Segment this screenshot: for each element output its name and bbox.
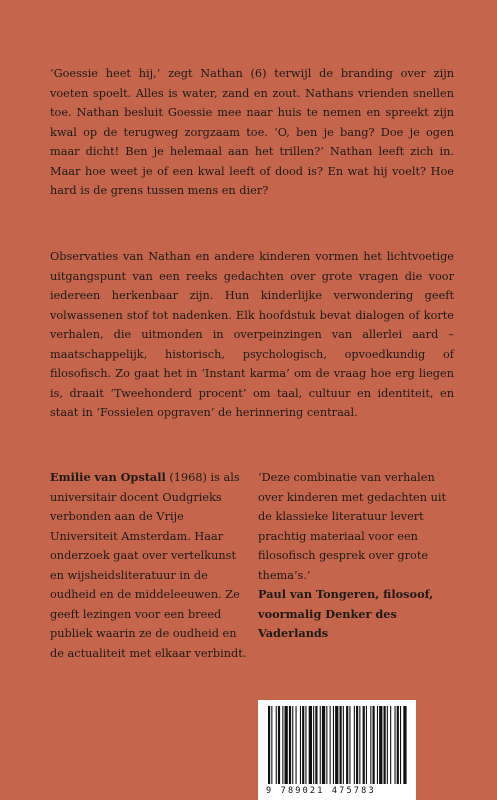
barcode-bar xyxy=(373,706,375,784)
barcode-bar xyxy=(320,706,321,784)
barcode-bar xyxy=(349,706,350,784)
barcode-bar xyxy=(285,706,288,784)
barcode-bar xyxy=(387,706,388,784)
barcode-bar xyxy=(268,706,270,784)
barcode-bar xyxy=(292,706,293,784)
isbn-barcode xyxy=(258,700,416,800)
barcode-bar xyxy=(271,706,272,784)
blurb-attribution: Paul van Tongeren, filosoof, voormalig Denker des Vaderlands xyxy=(258,587,434,640)
barcode-bar xyxy=(343,706,344,784)
barcode-bar xyxy=(302,706,304,784)
barcode-bar xyxy=(278,706,280,784)
intro-paragraph: ‘Goessie heet hij,’ zegt Nathan (6) terwijl de branding over zijn voeten spoelt. Alles is water, zand en zout. Nathans vrienden snellen toe. Nathan besluit Goessie mee naar huis te nemen en spreekt zijn kwal op de terugweg zorgzaam toe. ‘O, ben je bang? Doe je ogen maar dicht! Ben je helemaal aan het trillen?’ Nathan leeft zich in. Maar hoe weet je of een kwal leeft of dood is? En wat hij voelt? Hoe hard is de grens tussen mens en dier? xyxy=(50,67,454,197)
barcode-bar xyxy=(359,706,360,784)
blurb-text: ‘Deze combinatie van verhalen over kinderen met gedachten uit de klassieke literatuur levert prachtig materiaal voor een filosofisch gesprek over grote thema’s.’ xyxy=(258,471,446,582)
barcode-bar xyxy=(400,706,401,784)
barcode-bar xyxy=(335,706,338,784)
barcode-bar xyxy=(289,706,291,784)
author-name: Emilie van Opstall xyxy=(50,470,166,484)
barcode-bar xyxy=(322,706,325,784)
barcode-bars xyxy=(266,706,408,786)
barcode-bar xyxy=(390,706,391,784)
barcode-bar xyxy=(379,706,382,784)
barcode-bar xyxy=(276,706,277,784)
author-bio-text: (1968) is als universitair docent Oudgrieks verbonden aan de Vrije Universiteit Amsterdam. Haar onderzoek gaat over vertelkunst en wijsheidsliteratuur in de oudheid en de middeleeuwen. Ze geeft lezingen voor een breed publiek waarin ze de oudheid en de actualiteit met elkaar verbindt. xyxy=(50,471,247,660)
barcode-bar xyxy=(397,706,399,784)
barcode-bar xyxy=(300,706,301,784)
author-bio xyxy=(50,468,250,663)
barcode-bar xyxy=(354,706,355,784)
barcode-bar xyxy=(326,706,327,784)
barcode-bar xyxy=(346,706,348,784)
barcode-bar xyxy=(315,706,317,784)
isbn-number: 9 789021 475783 xyxy=(266,786,376,796)
barcode-bar xyxy=(282,706,283,784)
barcode-bar xyxy=(356,706,358,784)
barcode-bar xyxy=(363,706,365,784)
barcode-bar xyxy=(366,706,367,784)
barcode-bar xyxy=(395,706,396,784)
barcode-bar xyxy=(330,706,331,784)
barcode-bar xyxy=(296,706,297,784)
barcode-bar xyxy=(333,706,334,784)
blurb-quote xyxy=(258,468,458,644)
barcode-bar xyxy=(340,706,342,784)
barcode-bar xyxy=(403,706,406,784)
barcode-bar xyxy=(305,706,306,784)
summary-paragraph: Observaties van Nathan en andere kinderen vormen het lichtvoetige uitgangspunt van een reeks gedachten over grote vragen die voor iedereen herkenbaar zijn. Hun kinderlijke verwondering geeft volwassenen stof tot nadenken. Elk hoofdstuk bevat dialogen of korte verhalen, die uitmonden in overpeinzingen van allerlei aard – maatschappelijk, historisch, psychologisch, opvoedkundig of filosofisch. Zo gaat het in ‘Instant karma’ om de vraag hoe erg liegen is, draait ‘Tweehonderd procent’ om taal, cultuur en identiteit, en staat in ‘Fossielen opgraven’ de herinnering centraal. xyxy=(50,250,454,419)
barcode-bar xyxy=(370,706,371,784)
barcode-bar xyxy=(384,706,386,784)
barcode-bar xyxy=(313,706,314,784)
barcode-bar xyxy=(377,706,378,784)
barcode-bar xyxy=(309,706,312,784)
